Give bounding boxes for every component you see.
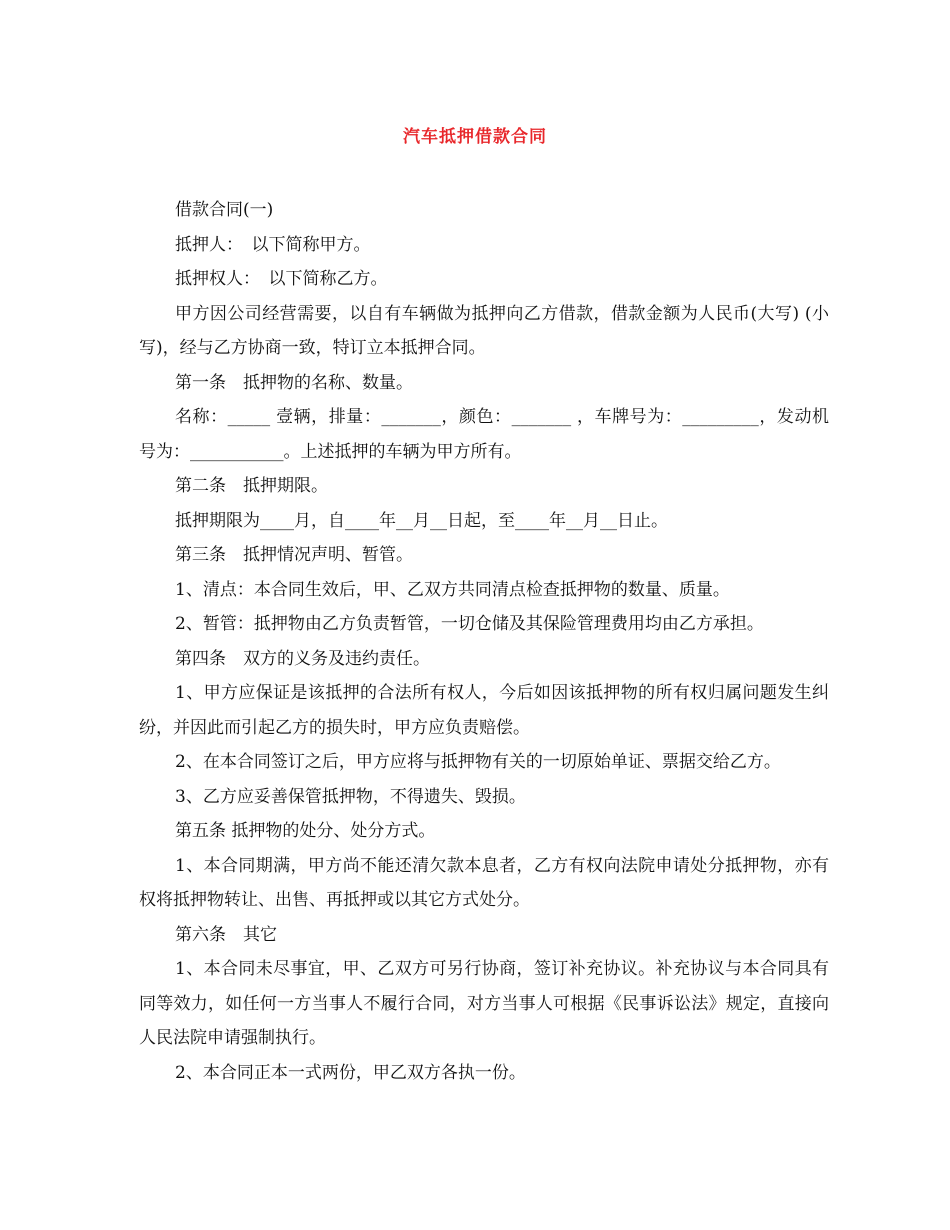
paragraph-obligation-1: 1、甲方应保证是该抵押的合法所有权人，今后如因该抵押物的所有权归属问题发生纠纷，并因此而引起乙方的损失时，甲方应负责赔偿。 [139,683,829,738]
paragraph-contract-subtitle: 借款合同(一) [175,200,274,220]
article-4-heading: 第四条 双方的义务及违约责任。 [175,648,430,669]
paragraph-other-2: 2、本合同正本一式两份，甲乙双方各执一份。 [175,1062,526,1083]
document-body [139,193,829,1090]
paragraph-inventory: 1、清点：本合同生效后，甲、乙双方共同清点检查抵押物的数量、质量。 [175,579,730,600]
paragraph-obligation-3: 3、乙方应妥善保管抵押物，不得遗失、毁损。 [175,786,526,807]
paragraph-custody: 2、暂管：抵押物由乙方负责暂管，一切仓储及其保险管理费用均由乙方承担。 [175,614,764,634]
article-5-heading: 第五条 抵押物的处分、处分方式。 [175,821,436,841]
article-1-heading: 第一条 抵押物的名称、数量。 [175,372,413,393]
article-3-heading: 第三条 抵押情况声明、暂管。 [175,545,413,565]
paragraph-other-1: 1、本合同未尽事宜，甲、乙双方可另行协商，签订补充协议。补充协议与本合同具有同等效力，如任何一方当事人不履行合同，对方当事人可根据《民事诉讼法》规定，直接向人民法院申请强制执行。 [139,959,829,1048]
paragraph-mortgagee: 抵押权人： 以下简称乙方。 [175,269,388,289]
paragraph-disposal: 1、本合同期满，甲方尚不能还清欠款本息者，乙方有权向法院申请处分抵押物，亦有权将抵押物转让、出售、再抵押或以其它方式处分。 [139,855,829,910]
paragraph-obligation-2: 2、在本合同签订之后，甲方应将与抵押物有关的一切原始单证、票据交给乙方。 [175,752,781,772]
paragraph-term: 抵押期限为____月，自____年__月__日起，至____年__月__日止。 [175,510,668,531]
paragraph-mortgagor: 抵押人： 以下简称甲方。 [175,234,371,255]
document-title: 汽车抵押借款合同 [403,127,547,147]
paragraph-purpose: 甲方因公司经营需要，以自有车辆做为抵押向乙方借款，借款金额为人民币(大写) (小写)，经与乙方协商一致，特订立本抵押合同。 [139,303,829,358]
paragraph-vehicle-details: 名称：_____ 壹辆，排量：_______，颜色：_______ ，车牌号为：_________，发动机号为：___________。上述抵押的车辆为甲方所有。 [139,407,829,462]
article-6-heading: 第六条 其它 [175,924,277,945]
article-2-heading: 第二条 抵押期限。 [175,476,328,496]
